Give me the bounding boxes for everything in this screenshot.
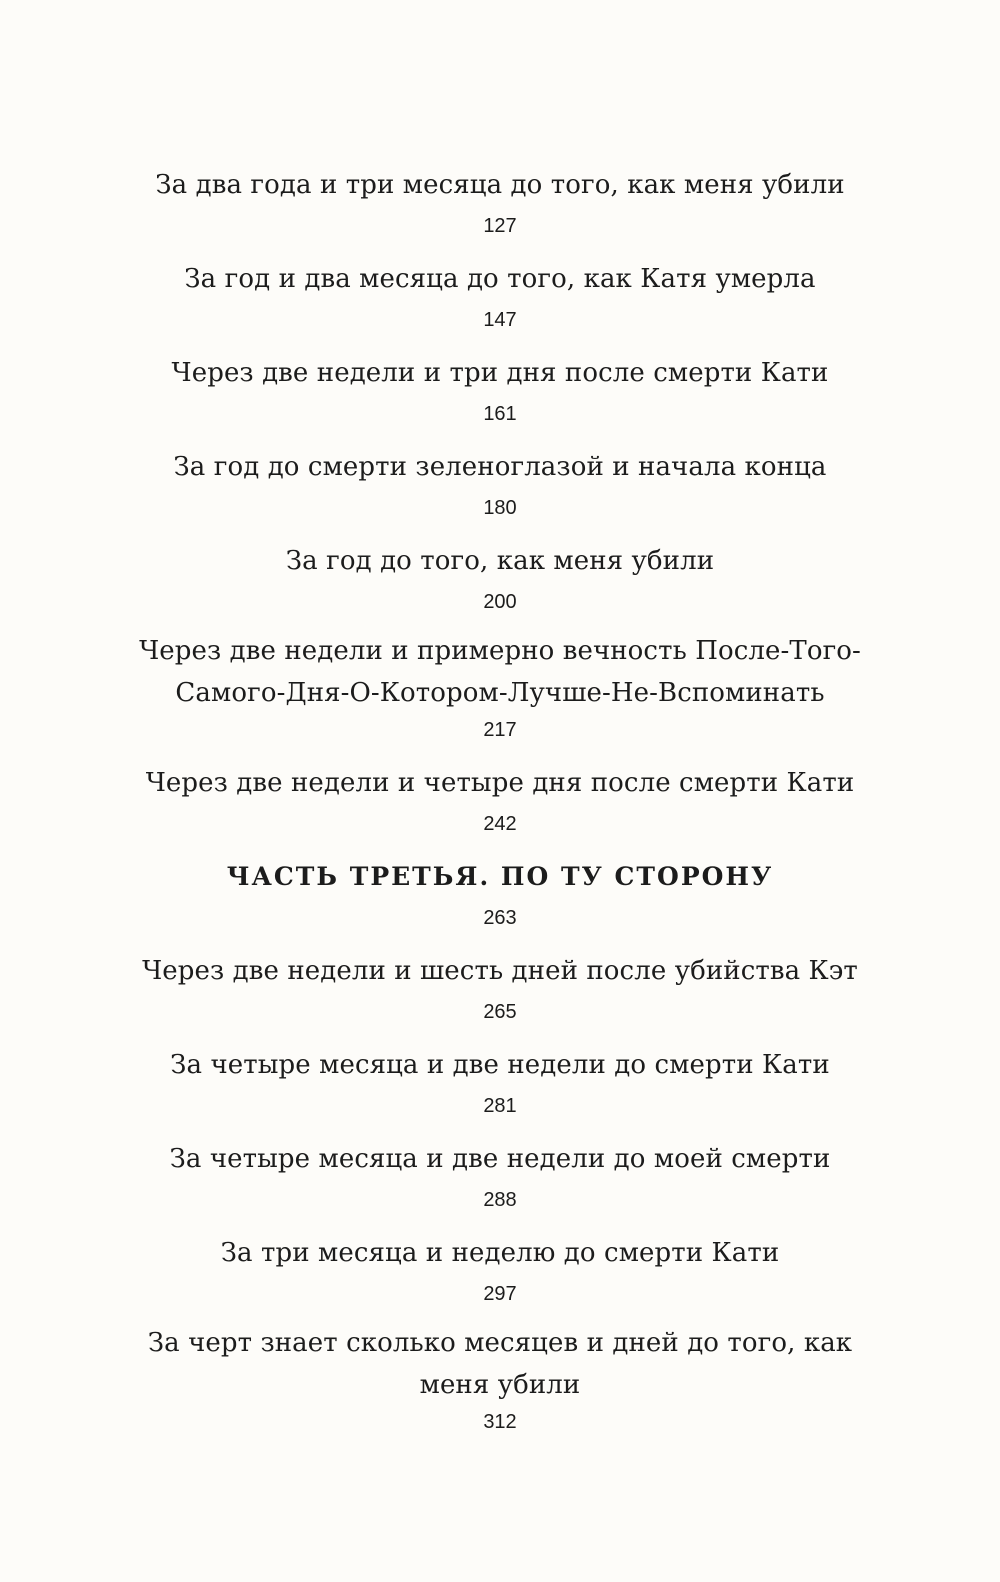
toc-entry — [0, 442, 1000, 522]
entry-title: За два года и три месяца до того, как меня убили — [155, 170, 845, 200]
toc-entry — [0, 1228, 1000, 1308]
entry-page-number: 161 — [483, 403, 517, 425]
entry-page-number: 288 — [483, 1189, 517, 1211]
entry-title: За четыре месяца и две недели до смерти Кати — [170, 1050, 830, 1080]
toc-entry — [0, 630, 1000, 744]
table-of-contents — [0, 160, 1000, 1450]
entry-page-number: 242 — [483, 813, 517, 835]
toc-entry — [0, 1134, 1000, 1214]
entry-page-number: 312 — [483, 1411, 517, 1433]
toc-list — [0, 160, 1000, 1436]
entry-page-number: 263 — [483, 907, 517, 929]
entry-title: Через две недели и шесть дней после убийства Кэт — [142, 956, 858, 986]
entry-title: Через две недели и три дня после смерти Кати — [171, 358, 829, 388]
toc-part-heading — [0, 852, 1000, 932]
entry-title: Через две недели и четыре дня после смерти Кати — [145, 768, 855, 798]
entry-page-number: 127 — [483, 215, 517, 237]
toc-entry — [0, 536, 1000, 616]
toc-entry — [0, 1322, 1000, 1436]
entry-title: За четыре месяца и две недели до моей смерти — [169, 1144, 831, 1174]
toc-entry — [0, 160, 1000, 240]
entry-title: За три месяца и неделю до смерти Кати — [220, 1238, 780, 1268]
part-title: ЧАСТЬ ТРЕТЬЯ. ПО ТУ СТОРОНУ — [226, 862, 774, 891]
entry-page-number: 200 — [483, 591, 517, 613]
toc-entry — [0, 348, 1000, 428]
toc-entry — [0, 254, 1000, 334]
entry-title: За черт знает сколько месяцев и дней до того, как меня убили — [147, 1328, 853, 1400]
entry-title: Через две недели и примерно вечность После-Того-Самого-Дня-О-Котором-Лучше-Не-Вспоминать — [139, 636, 861, 708]
toc-entry — [0, 1040, 1000, 1120]
entry-page-number: 180 — [483, 497, 517, 519]
entry-page-number: 265 — [483, 1001, 517, 1023]
entry-title: За год и два месяца до того, как Катя умерла — [184, 264, 816, 294]
entry-page-number: 297 — [483, 1283, 517, 1305]
entry-page-number: 281 — [483, 1095, 517, 1117]
entry-page-number: 147 — [483, 309, 517, 331]
toc-entry — [0, 946, 1000, 1026]
toc-entry — [0, 758, 1000, 838]
entry-title: За год до смерти зеленоглазой и начала конца — [173, 452, 827, 482]
entry-title: За год до того, как меня убили — [285, 546, 715, 576]
entry-page-number: 217 — [483, 719, 517, 741]
